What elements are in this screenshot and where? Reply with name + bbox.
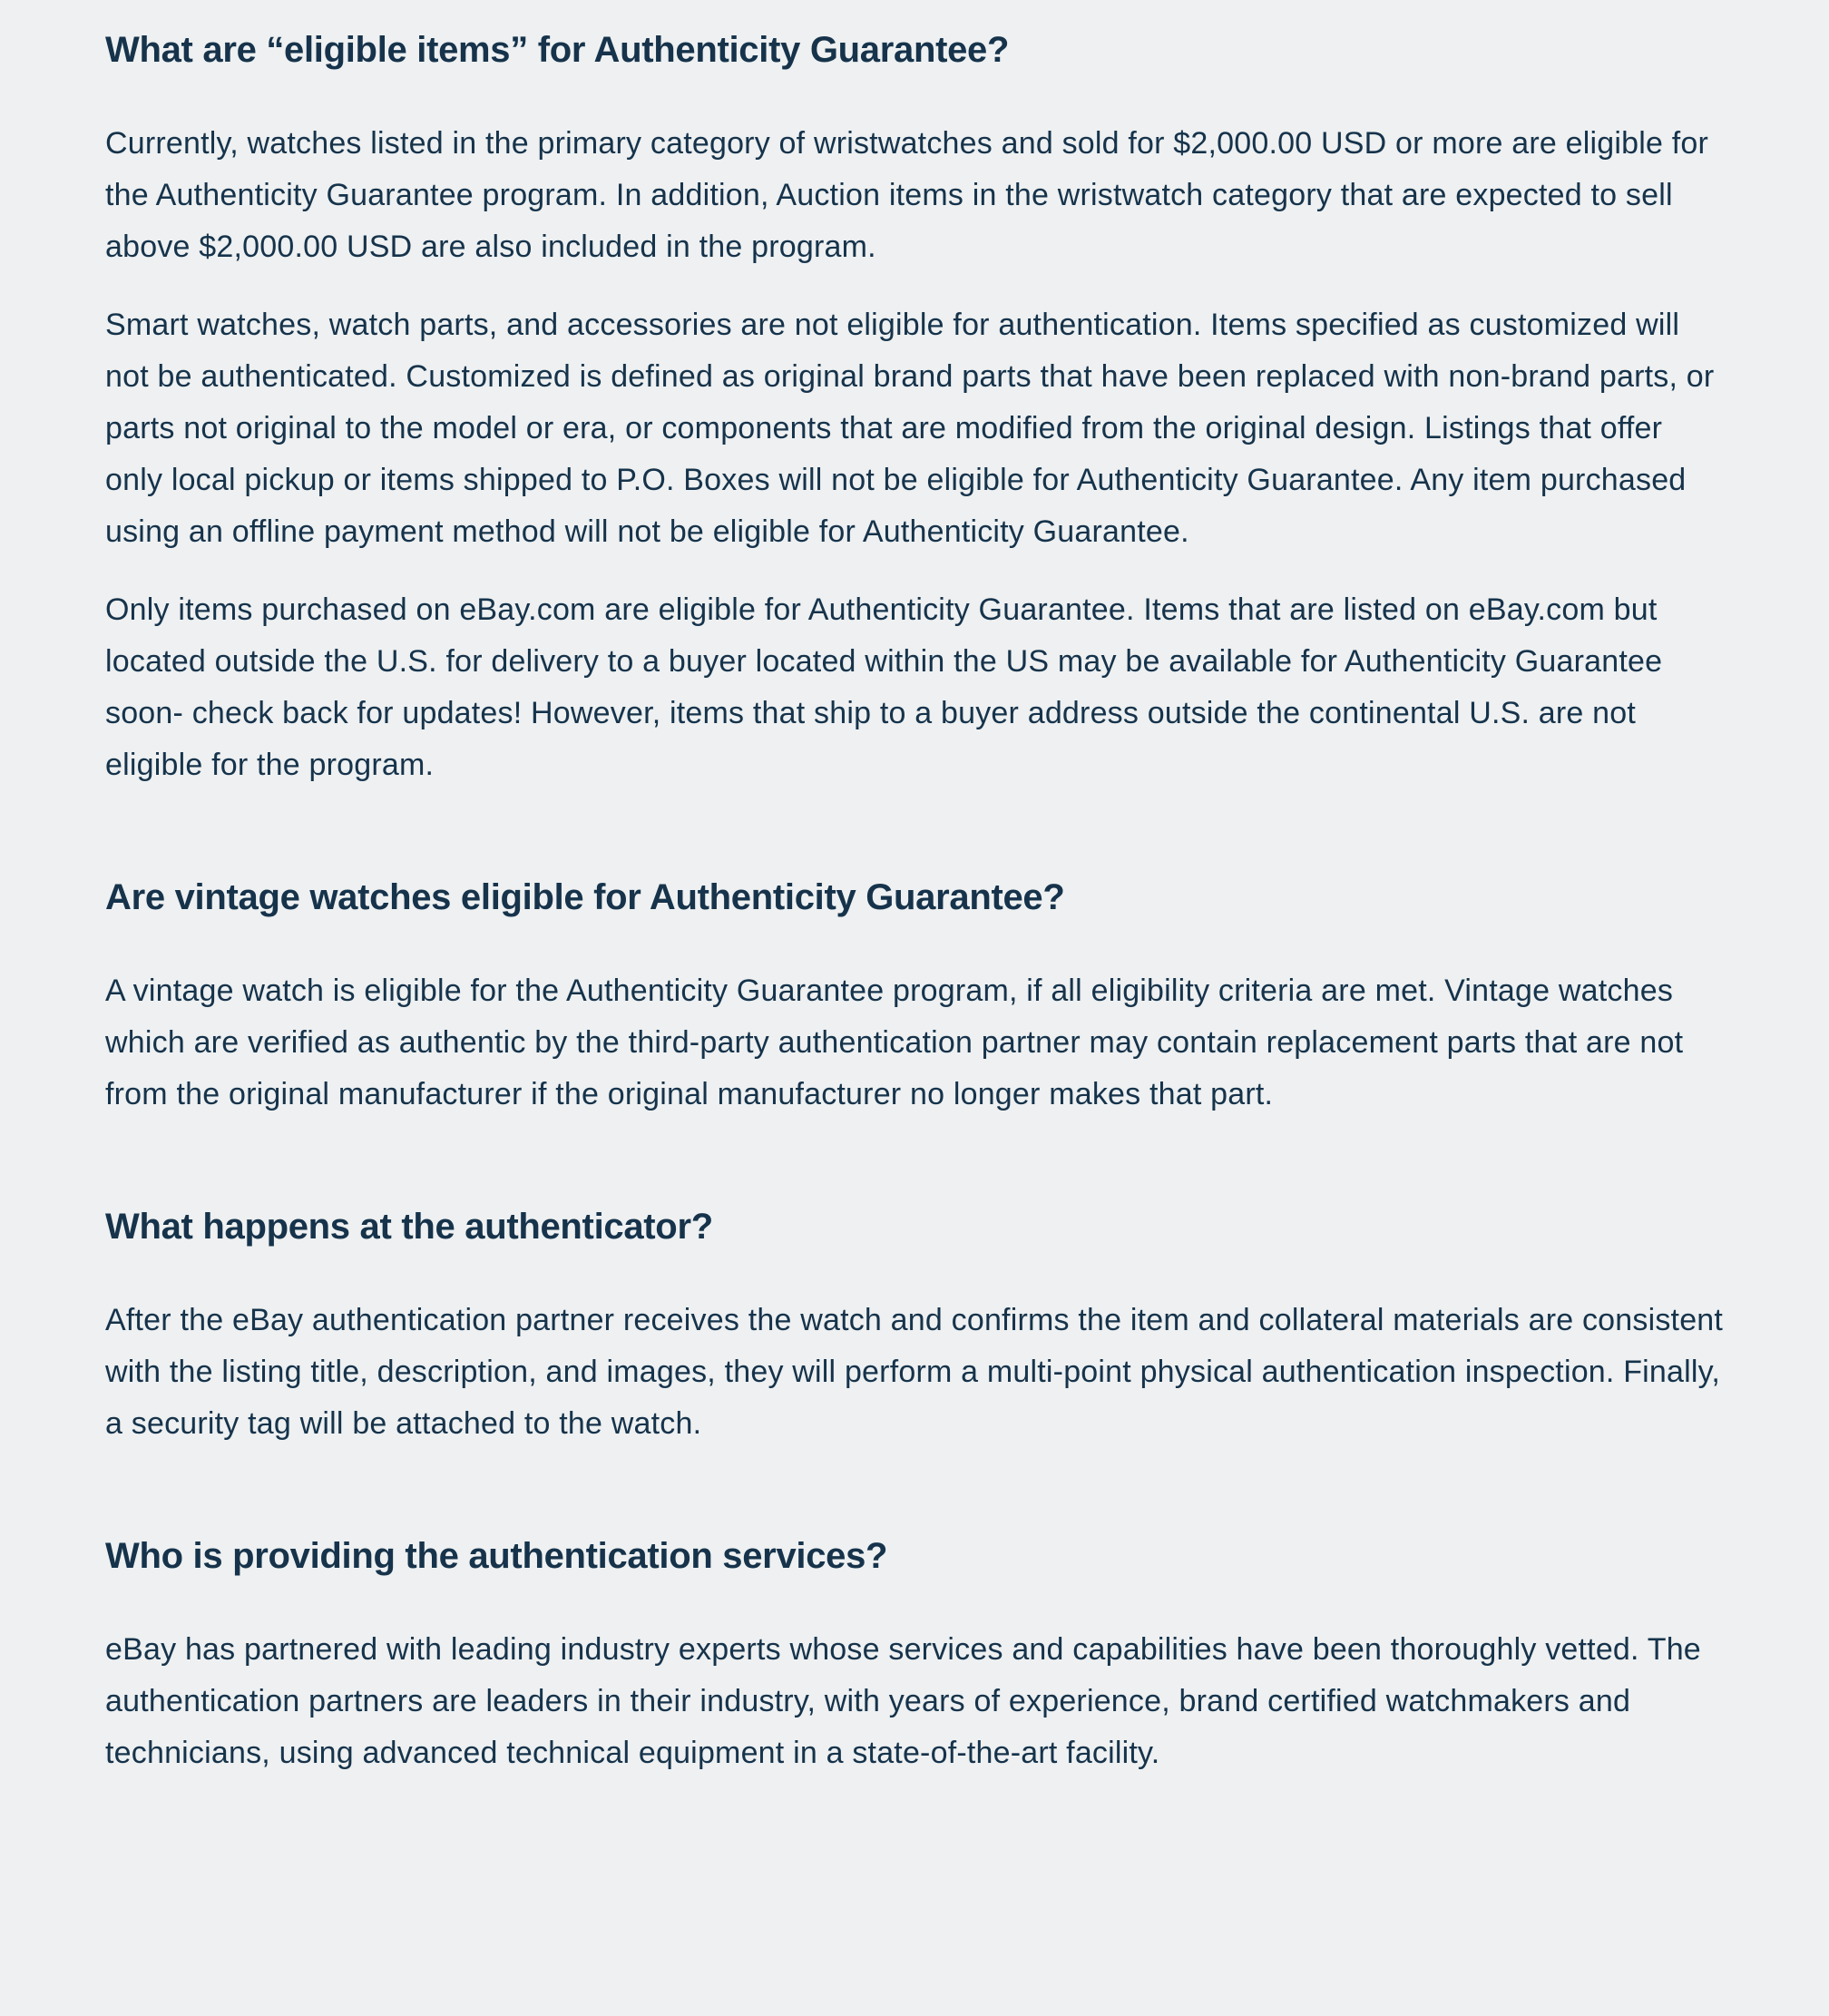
faq-answer-paragraph: eBay has partnered with leading industry experts whose services and capabilities have been thoroughly vetted. The authentication partners are leaders in their industry, with years of experience, brand certified watchmakers and technicians, using advanced technical equipment in a state-of-the-art facility.	[105, 1632, 1701, 1770]
faq-section-vintage-watches	[105, 875, 1724, 1121]
faq-answer-paragraph: Currently, watches listed in the primary category of wristwatches and sold for $2,000.00 USD or more are eligible for the Authenticity Guarantee program. In addition, Auction items in the wristwatch category that are expected to sell above $2,000.00 USD are also included in the program.	[105, 126, 1708, 264]
faq-answer-paragraph: Smart watches, watch parts, and accessories are not eligible for authentication. Items specified as customized will not be authenticated. Customized is defined as original brand parts that have been replaced with non-brand parts, or parts not original to the model or era, or components that are modified from the original design. Listings that offer only local pickup or items shipped to P.O. Boxes will not be eligible for Authenticity Guarantee. Any item purchased using an offline payment method will not be eligible for Authenticity Guarantee.	[105, 308, 1715, 549]
faq-question-heading: What are “eligible items” for Authenticity Guarantee?	[105, 30, 1010, 70]
faq-section-authenticator	[105, 1204, 1724, 1450]
faq-answer-paragraph: After the eBay authentication partner receives the watch and confirms the item and collateral materials are consistent with the listing title, description, and images, they will perform a multi-point physical authentication inspection. Finally, a security tag will be attached to the watch.	[105, 1303, 1724, 1441]
faq-section-authentication-services	[105, 1533, 1724, 1779]
faq-question-heading: What happens at the authenticator?	[105, 1207, 713, 1247]
faq-question-heading: Who is providing the authentication services?	[105, 1536, 888, 1576]
faq-answer-paragraph: Only items purchased on eBay.com are eligible for Authenticity Guarantee. Items that are listed on eBay.com but located outside the U.S. for delivery to a buyer located within the US may be available for Authenticity Guarantee soon- check back for updates! However, items that ship to a buyer address outside the continental U.S. are not eligible for the program.	[105, 592, 1663, 782]
faq-question-heading: Are vintage watches eligible for Authenticity Guarantee?	[105, 877, 1065, 917]
faq-section-eligible-items	[105, 27, 1724, 791]
faq-answer-paragraph: A vintage watch is eligible for the Authenticity Guarantee program, if all eligibility criteria are met. Vintage watches which are verified as authentic by the third-party authentication partner may contain replacement parts that are not from the original manufacturer if the original manufacturer no longer makes that part.	[105, 974, 1684, 1111]
